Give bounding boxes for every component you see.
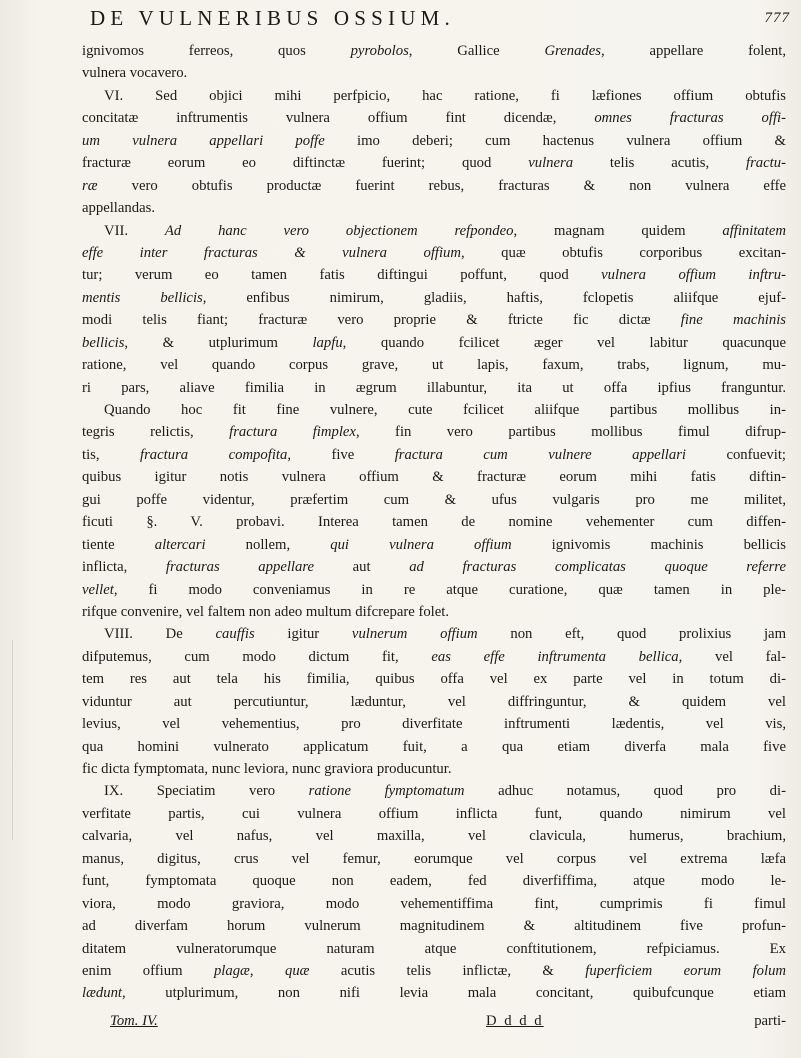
italic-run: plagæ: [213, 962, 250, 979]
italic-run: fine machinis: [680, 312, 786, 329]
italic-run: vulnera: [528, 155, 574, 172]
text-run: vero obtufis productæ fuerint rebus, fracturas & non vulnera effe: [97, 177, 786, 194]
text-run: aut: [314, 559, 410, 576]
text-run: inflicta,: [82, 559, 166, 576]
text-run: , Gallice: [408, 43, 545, 59]
italic-run: vulnera offium inftru-: [601, 267, 786, 284]
text-run: , enfibus nimirum, gladiis, haftis, fclopetis aliifque ejuf-: [202, 289, 786, 306]
text-run: manus, digitus, crus vel femur, eorumque vel corpus vel extrema læfa: [82, 850, 786, 867]
text-line: [82, 354, 786, 376]
text-run: enim offium: [82, 962, 214, 979]
text-line: [82, 893, 786, 915]
text-line: [82, 691, 786, 713]
text-run: concitatæ inftrumentis vulnera offium fint dicendæ,: [82, 110, 595, 127]
italic-run: mentis bellicis: [82, 289, 203, 306]
italic-run: fractura fimplex: [229, 424, 356, 441]
text-line: [82, 421, 786, 443]
text-line: [82, 377, 786, 399]
text-run: , fi modo conveniamus in re atque curatione, quæ tamen in ple-: [113, 581, 786, 598]
text-run: , utplurimum, non nifi levia mala concitant, quibufcunque etiam: [122, 985, 786, 1002]
text-line: [82, 197, 786, 219]
italic-run: ræ: [82, 177, 98, 194]
italic-run: fracturas appellare: [165, 559, 315, 576]
text-line: [82, 40, 786, 62]
italic-run: fractura cum vulnere appellari: [394, 446, 686, 463]
italic-run: eas effe inftrumenta bellica: [431, 648, 679, 665]
text-run: , appellare folent,: [601, 43, 786, 59]
volume-mark: Tom. IV.: [110, 1013, 158, 1029]
text-line: [82, 960, 786, 982]
text-run: telis acutis,: [573, 155, 747, 172]
text-line: [82, 623, 786, 645]
italic-run: ratione fymptomatum: [308, 783, 465, 800]
text-run: , vel fal-: [678, 648, 786, 665]
text-run: tiente: [82, 536, 155, 553]
italic-run: qui vulnera offium: [330, 536, 512, 553]
text-line: [82, 130, 786, 152]
text-run: vulnera vocavero.: [82, 65, 188, 82]
text-line: [82, 713, 786, 735]
text-run: adhuc notamus, quod pro di-: [464, 783, 786, 800]
text-line: [82, 511, 786, 533]
text-line: [82, 556, 786, 578]
text-run: Quando hoc fit fine vulnere, cute fcilicet aliifque partibus mollibus in-: [104, 402, 786, 418]
text-run: ad diverfam horum vulnerum magnitudinem & altitudinem five profun-: [82, 918, 786, 935]
text-run: viduntur aut percutiuntur, læduntur, vel diffringuntur, & quidem vel: [82, 693, 786, 710]
text-run: fracturæ eorum eo diftinctæ fuerint; quod: [82, 155, 529, 172]
italic-run: fractu-: [746, 155, 786, 172]
text-run: tem res aut tela his fimilia, quibus offa vel ex parte vel in totum di-: [82, 671, 786, 688]
text-line: [82, 579, 786, 601]
text-run: tur; verum eo tamen fatis diftingui poffunt, quod: [82, 267, 602, 284]
italic-run: quæ: [284, 962, 310, 979]
text-run: VIII. De: [104, 626, 216, 643]
italic-run: lædunt: [82, 985, 122, 1002]
text-run: ficuti §. V. probavi. Interea tamen de nomine vehementer cum diffen-: [82, 514, 786, 531]
text-line: [82, 825, 786, 847]
text-line: [82, 915, 786, 937]
text-line: [82, 287, 786, 309]
text-run: appellandas.: [82, 200, 156, 217]
body-text: [82, 40, 786, 1005]
text-run: , fin vero partibus mollibus fimul difrup-: [355, 424, 786, 441]
text-line: [82, 534, 786, 556]
italic-run: cauffis: [215, 626, 255, 643]
text-line: [82, 982, 786, 1004]
text-run: quibus igitur notis vulnera offium & fracturæ eorum mihi fatis diftin-: [82, 469, 786, 486]
text-run: non eft, quod prolixius jam: [477, 626, 786, 643]
italic-run: ad fracturas complicatas quoque referre: [409, 559, 786, 576]
text-run: levius, vel vehementius, pro diverfitate inftrumenti lædentis, vel vis,: [82, 716, 786, 733]
italic-run: affinitatem: [722, 222, 786, 239]
text-line: [82, 668, 786, 690]
text-line: [82, 938, 786, 960]
italic-run: pyrobolos: [350, 43, 409, 59]
text-run: ignivomis machinis bellicis: [511, 536, 786, 553]
italic-run: fractura compofita: [140, 446, 288, 463]
italic-run: altercari: [154, 536, 206, 553]
text-line: [82, 220, 786, 242]
text-line: [82, 466, 786, 488]
text-line: [82, 646, 786, 668]
text-line: [82, 264, 786, 286]
text-run: ignivomos ferreos, quos: [82, 43, 351, 59]
text-line: [82, 107, 786, 129]
text-run: modi telis fiant; fracturæ vero proprie & ftricte fic dictæ: [82, 312, 681, 329]
text-line: [82, 848, 786, 870]
text-run: nollem,: [205, 536, 331, 553]
italic-run: vellet: [82, 581, 114, 598]
text-run: qua homini vulnerato applicatum fuit, a qua etiam diverfa mala five: [82, 738, 786, 755]
text-run: calvaria, vel nafus, vel maxilla, vel clavicula, humerus, brachium,: [82, 828, 786, 845]
text-run: acutis telis inflictæ, &: [309, 962, 586, 979]
italic-run: effe inter fracturas & vulnera offium: [82, 244, 462, 261]
text-run: , quando fcilicet æger vel labitur quacunque: [342, 334, 786, 351]
running-head-title: DE VULNERIBUS OSSIUM.: [90, 6, 455, 30]
italic-run: vulnerum offium: [351, 626, 478, 643]
text-run: rifque convenire, vel faltem non adeo multum difcrepare folet.: [82, 603, 450, 620]
text-run: tegris relictis,: [82, 424, 230, 441]
italic-run: Grenades: [544, 43, 602, 59]
text-run: ri pars, aliave fimilia in ægrum illabuntur, ita ut offa ipfius franguntur.: [82, 379, 786, 396]
text-run: gui poffe videntur, præfertim cum & ufus vulgaris pro me militet,: [82, 491, 786, 508]
running-head: [90, 6, 790, 36]
page-number: 777: [764, 10, 790, 26]
text-line: [82, 736, 786, 758]
text-line: [82, 242, 786, 264]
text-line: [82, 601, 786, 623]
text-run: VI. Sed objici mihi perfpicio, hac ratione, fi læfiones offium obtufis: [104, 87, 786, 104]
catchword: parti-: [754, 1013, 786, 1029]
text-line: [82, 152, 786, 174]
text-run: fic dicta fymptomata, nunc leviora, nunc graviora producuntur.: [82, 761, 452, 777]
page-footer: [82, 1013, 786, 1037]
text-run: , magnam quidem: [513, 222, 723, 239]
text-run: VII.: [104, 222, 165, 239]
text-run: IX. Speciatim vero: [104, 783, 309, 800]
text-line: [82, 62, 786, 84]
italic-run: omnes fracturas offi-: [594, 110, 786, 127]
text-run: , five: [287, 446, 395, 463]
margin-shadow: [12, 640, 13, 840]
text-run: confuevit;: [686, 446, 786, 463]
text-run: viora, modo graviora, modo vehementiffima fint, cumprimis fi fimul: [82, 895, 786, 912]
italic-run: Ad hanc vero objectionem refpondeo: [164, 222, 514, 239]
text-run: , & utplurimum: [124, 334, 313, 351]
text-line: [82, 175, 786, 197]
text-line: [82, 489, 786, 511]
italic-run: lapfu: [312, 334, 343, 351]
text-run: , quæ obtufis corporibus excitan-: [461, 244, 786, 261]
text-run: igitur: [254, 626, 352, 643]
text-run: ,: [249, 962, 285, 979]
text-line: [82, 309, 786, 331]
signature-mark: D d d d: [486, 1013, 544, 1029]
text-line: [82, 803, 786, 825]
text-line: [82, 332, 786, 354]
text-line: [82, 780, 786, 802]
text-line: [82, 444, 786, 466]
italic-run: bellicis: [82, 334, 125, 351]
text-run: imo deberi; cum hactenus vulnera offium &: [324, 132, 786, 149]
text-run: difputemus, cum modo dictum fit,: [82, 648, 432, 665]
text-line: [82, 758, 786, 780]
text-line: [82, 870, 786, 892]
text-run: ratione, vel quando corpus grave, ut lapis, faxum, trabs, lignum, mu-: [82, 357, 786, 374]
text-line: [82, 399, 786, 421]
italic-run: fuperficiem eorum folum: [585, 962, 786, 979]
italic-run: um vulnera appellari poffe: [82, 132, 325, 149]
text-run: ditatem vulneratorumque naturam atque conftitutionem, refpiciamus. Ex: [82, 940, 786, 957]
text-line: [82, 85, 786, 107]
text-run: funt, fymptomata quoque non eadem, fed diverfiffima, atque modo le-: [82, 873, 786, 890]
text-run: verfitate partis, cui vulnera offium inflicta funt, quando nimirum vel: [82, 805, 786, 822]
text-run: tis,: [82, 446, 140, 463]
